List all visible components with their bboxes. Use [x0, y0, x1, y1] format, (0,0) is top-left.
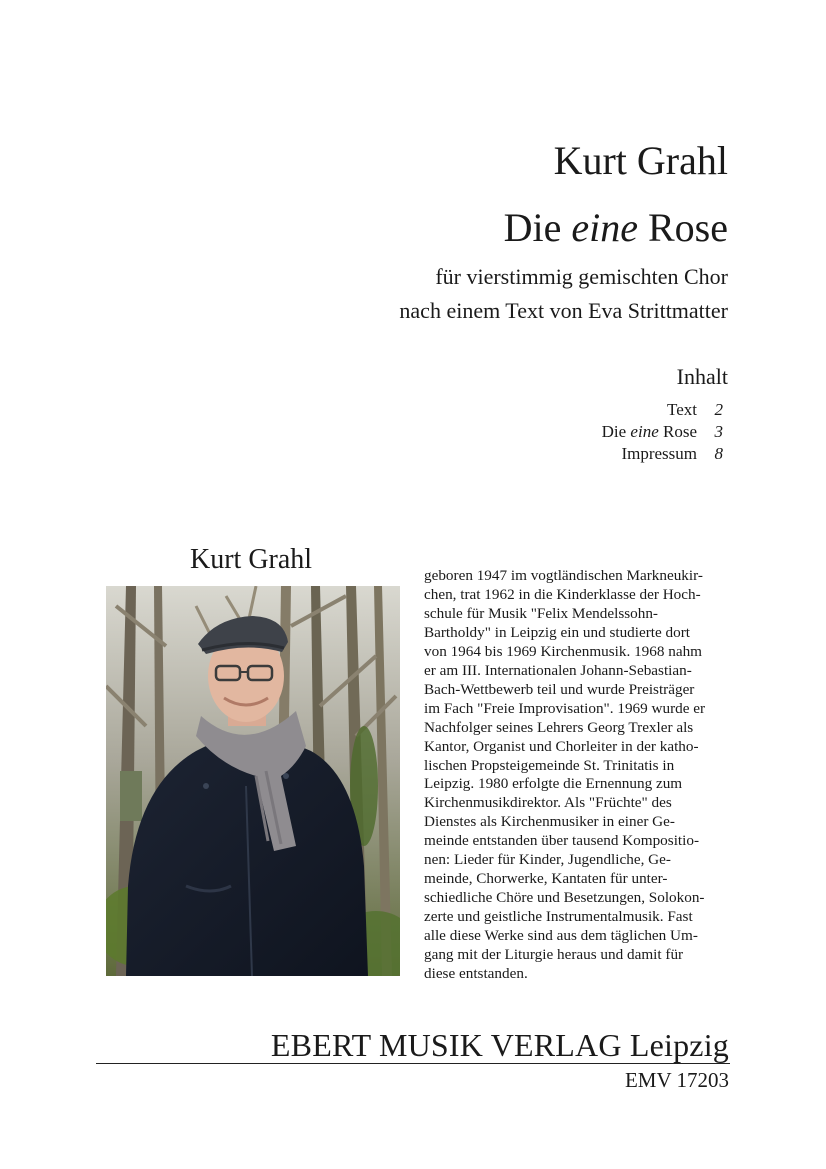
- bio-line: alle diese Werke sind aus dem täglichen Um-: [424, 927, 698, 945]
- bio-line: gang mit der Liturgie heraus und damit für: [424, 946, 684, 964]
- bio-line: Kirchenmusikdirektor. Als "Früchte" des: [424, 794, 672, 812]
- bio-line: Nachfolger seines Lehrers Georg Trexler als: [424, 718, 694, 736]
- toc-entry-label: [602, 421, 697, 443]
- toc-entry-page: 2: [714, 400, 723, 419]
- catalog-number: EMV 17203: [624, 1068, 729, 1092]
- work-subtitle: [399, 260, 728, 328]
- bio-line: meinde entstanden über tausend Kompositio-: [424, 832, 699, 850]
- bio-line: zerte und geistliche Instrumentalmusik. Fast: [424, 908, 693, 926]
- bio-line: schiedliche Chöre und Besetzungen, Solokon-: [424, 889, 705, 907]
- bio-line: schule für Musik "Felix Mendelssohn-: [424, 604, 658, 622]
- bio-line: geboren 1947 im vogtländischen Markneukir-: [424, 567, 703, 584]
- bio-line: er am III. Internationalen Johann-Sebastian-: [424, 661, 692, 679]
- title-part-italic: eine: [571, 205, 638, 250]
- toc-label-italic: eine: [630, 422, 659, 441]
- bio-line: Leipzig. 1980 erfolgte die Ernennung zum: [424, 775, 683, 793]
- bio-line: nen: Lieder für Kinder, Jugendliche, Ge-: [424, 851, 671, 869]
- title-part-pre: Die: [503, 205, 572, 250]
- subtitle-line-scoring: für vierstimmig gemischten Chor: [435, 264, 728, 289]
- toc-label-pre: Die: [601, 422, 631, 441]
- bio-line: chen, trat 1962 in die Kinderklasse der Hoch-: [424, 585, 701, 603]
- title-part-post: Rose: [638, 205, 728, 250]
- composer-photo: [106, 586, 400, 976]
- table-of-contents: [602, 399, 723, 465]
- toc-entry-die-eine-rose: [602, 421, 723, 443]
- bio-line: diese entstanden.: [424, 965, 528, 983]
- footer-divider: [96, 1063, 730, 1064]
- toc-entry-impressum: [602, 443, 723, 465]
- publisher-name: EBERT MUSIK VERLAG Leipzig: [270, 1027, 729, 1063]
- work-title: [504, 204, 728, 252]
- bio-line: im Fach "Freie Improvisation". 1969 wurde er: [424, 699, 706, 717]
- bio-line: lischen Propsteigemeinde St. Trinitatis in: [424, 756, 675, 774]
- bio-line: Bartholdy" in Leipzig ein und studierte dort: [424, 623, 691, 641]
- toc-label-post: Rose: [658, 422, 697, 441]
- bio-line: Dienstes als Kirchenmusiker in einer Ge-: [424, 813, 675, 831]
- bio-line: meinde, Chorwerke, Kantaten für unter-: [424, 870, 668, 888]
- bio-heading: Kurt Grahl: [190, 544, 313, 575]
- toc-entry-label: Impressum: [621, 444, 697, 463]
- subtitle-line-text-author: nach einem Text von Eva Strittmatter: [399, 298, 728, 323]
- toc-entry-page: 8: [714, 444, 723, 463]
- bio-line: Bach-Wettbewerb teil und wurde Preisträger: [424, 680, 695, 698]
- toc-entry-text: [602, 399, 723, 421]
- toc-entry-page: 3: [714, 422, 723, 441]
- bio-line: Kantor, Organist und Chorleiter in der katho-: [424, 737, 699, 755]
- toc-entry-label: Text: [667, 400, 697, 419]
- contents-heading: Inhalt: [676, 364, 728, 389]
- bio-line: von 1964 bis 1969 Kirchenmusik. 1968 nahm: [424, 642, 702, 660]
- composer-name: Kurt Grahl: [553, 138, 728, 183]
- bio-text: [424, 567, 724, 984]
